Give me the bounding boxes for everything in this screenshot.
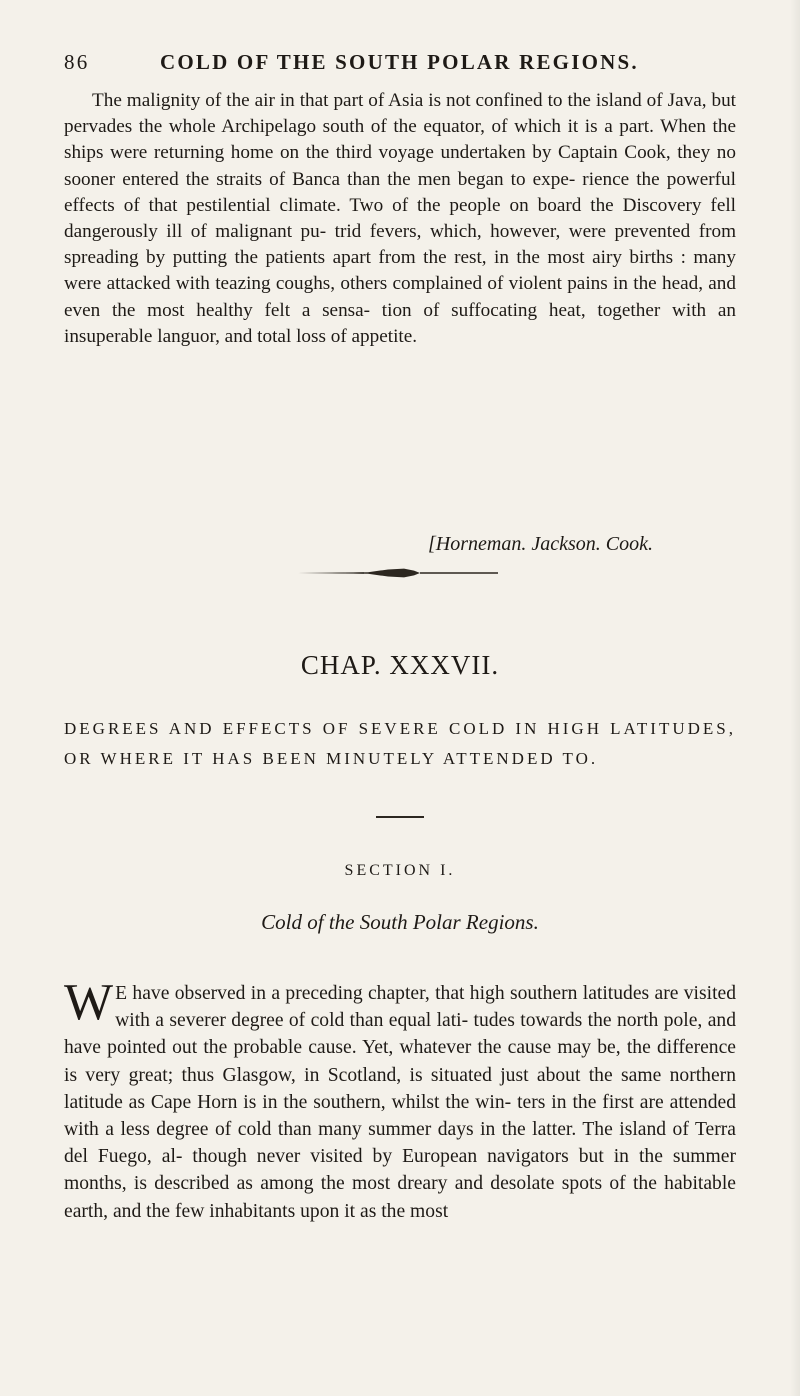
section-paragraph-text: have observed in a preceding chapter, that high southern latitudes are visited with a severer degree of cold than equal lati- tudes towards the north pole, and have pointed out the probable cause. Yet, whatever the cause may be, the difference is very great; thus Glasgow, in Scotland, is situated just about the same northern latitude as Cape Horn is in the southern, whilst the win- ters in the first are attended with a less degree of cold than many summer days in the latter. The island of Terra del Fuego, al- though never visited by European navigators but in the summer months, is described as among the most dreary and desolate spots of the habitable earth, and the few inhabitants upon it as the most [64, 983, 736, 1222]
chapter-subtitle: DEGREES AND EFFECTS OF SEVERE COLD IN HIGH LATITUDES, OR WHERE IT HAS BEEN MINUTELY ATTENDED TO. [64, 719, 736, 768]
page-edge-shadow [790, 0, 800, 1396]
section-paragraph [64, 974, 736, 1225]
section-label: SECTION I. [344, 862, 456, 879]
section-title: Cold of the South Polar Regions. [261, 910, 539, 934]
drop-cap: W [64, 974, 114, 1031]
running-head [64, 50, 744, 84]
chapter-title: CHAP. XXXVII. [300, 650, 500, 680]
opening-paragraph: The malignity of the air in that part of Asia is not confined to the island of Java, but pervades the whole Archipelago south of the equator, of which it is a part. When the ships were returning home on the third voyage undertaken by Captain Cook, they no sooner entered the straits of Banca than the men began to expe- rience the powerful effects of that pestilential climate. Two of the people on board the Discovery fell dangerously ill of malignant pu- trid fevers, which, however, were prevented from spreading by putting the patients apart from the rest, in the most airy births : many were attacked with teazing coughs, others complained of violent pains in the head, and even the most healthy felt a sensa- tion of suffocating heat, together with an insuperable languor, and total loss of appetite. [64, 90, 736, 347]
first-word-rest: E [115, 983, 128, 1004]
ornamental-rule [296, 566, 500, 580]
page-number: 86 [64, 50, 90, 74]
short-divider [376, 816, 424, 818]
source-citation: [Horneman. Jackson. Cook. [428, 533, 653, 555]
running-title: COLD OF THE SOUTH POLAR REGIONS. [160, 50, 639, 74]
